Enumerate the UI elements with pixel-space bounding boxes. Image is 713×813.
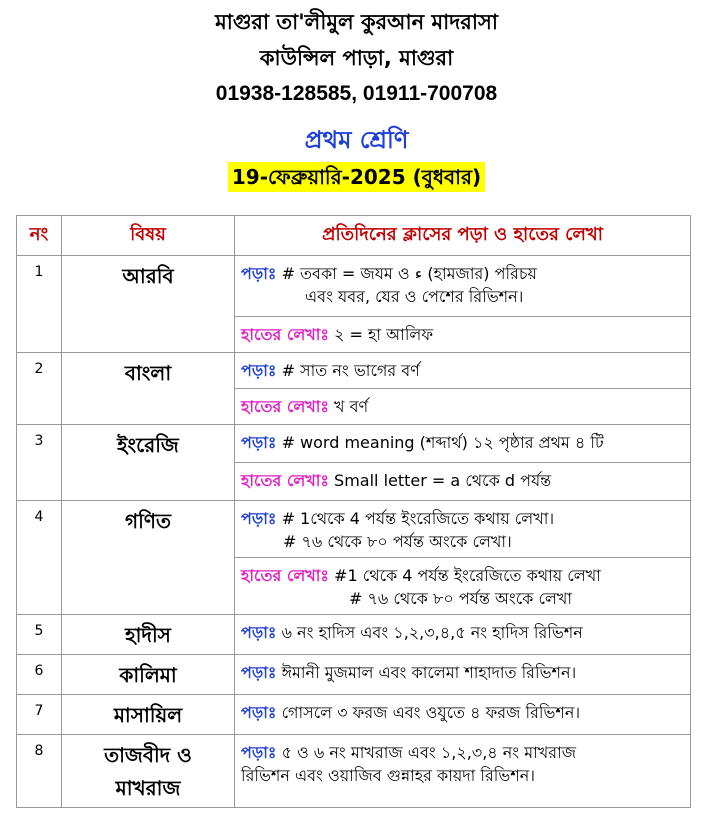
read-text: ৫ ও ৬ নং মাখরাজ এবং ১,২,৩,৪ নং মাখরাজ (281, 743, 577, 762)
read-label: পড়াঃ (241, 623, 277, 642)
read-text: # word meaning (শব্দার্থ) ১২ পৃষ্ঠার প্রথম ৪ টি (281, 433, 604, 452)
table-row (17, 695, 691, 735)
row-subject: গণিত (62, 501, 235, 615)
read-label: পড়াঃ (241, 264, 277, 283)
row-subject-line1: তাজবীদ ও (104, 743, 192, 767)
row-subject: বাংলা (62, 353, 235, 425)
write-cell (235, 463, 691, 501)
table-row (17, 256, 691, 317)
read-text: গোসলে ৩ ফরজ এবং ওযুতে ৪ ফরজ রিভিশন। (281, 703, 581, 722)
write-label: হাতের লেখাঃ (241, 397, 329, 416)
phone-numbers: 01938-128585, 01911-700708 (215, 82, 498, 105)
write-cell (235, 389, 691, 425)
class-title: প্রথম শ্রেণি (304, 126, 409, 154)
write-label: হাতের লেখাঃ (241, 566, 329, 585)
read-text: ৬ নং হাদিস এবং ১,২,৩,৪,৫ নং হাদিস রিভিশন (281, 623, 583, 642)
table-row (17, 615, 691, 655)
read-text-continued: # ৭৬ থেকে ৮০ পর্যন্ত অংকে লেখা। (283, 532, 512, 551)
date-badge: 19-ফেব্রুয়ারি-2025 (বুধবার) (228, 162, 485, 192)
row-subject: ইংরেজি (62, 425, 235, 501)
table-row (17, 353, 691, 389)
row-number: 4 (17, 501, 62, 615)
read-cell (235, 735, 691, 808)
read-label: পড়াঃ (241, 743, 277, 762)
read-label: পড়াঃ (241, 361, 277, 380)
header-no: নং (17, 216, 62, 256)
read-cell (235, 695, 691, 735)
read-label: পড়াঃ (241, 509, 277, 528)
header-subject: বিষয় (62, 216, 235, 256)
write-label: হাতের লেখাঃ (241, 471, 329, 490)
table-row (17, 735, 691, 808)
read-cell (235, 353, 691, 389)
row-subject: আরবি (62, 256, 235, 353)
write-text: ২ = হা আলিফ (334, 325, 434, 344)
table-header-row (17, 216, 691, 256)
read-cell (235, 256, 691, 317)
write-cell (235, 558, 691, 615)
read-cell (235, 615, 691, 655)
table-row (17, 425, 691, 463)
write-label: হাতের লেখাঃ (241, 325, 329, 344)
row-number: 3 (17, 425, 62, 501)
read-cell (235, 501, 691, 558)
write-text: #1 থেকে 4 পর্যন্ত ইংরেজিতে কথায় লেখা (334, 566, 601, 585)
write-cell (235, 317, 691, 353)
read-cell (235, 655, 691, 695)
row-subject: হাদীস (62, 615, 235, 655)
write-text: খ বর্ণ (334, 397, 369, 416)
write-text-continued: # ৭৬ থেকে ৮০ পর্যন্ত অংকে লেখা (349, 589, 573, 608)
read-label: পড়াঃ (241, 433, 277, 452)
date-wrapper (0, 162, 713, 192)
institution-name: মাগুরা তা'লীমুল কুরআন মাদরাসা (215, 10, 498, 34)
read-cell (235, 425, 691, 463)
row-number: 5 (17, 615, 62, 655)
read-text-continued: রিভিশন এবং ওয়াজিব গুন্নাহর কায়দা রিভিশন। (241, 766, 536, 785)
row-number: 2 (17, 353, 62, 425)
row-subject (62, 735, 235, 808)
read-text: ঈমানী মুজমাল এবং কালেমা শাহাদাত রিভিশন। (281, 663, 577, 682)
row-number: 7 (17, 695, 62, 735)
row-number: 1 (17, 256, 62, 353)
institution-address: কাউন্সিল পাড়া, মাগুরা (259, 46, 454, 70)
row-subject: কালিমা (62, 655, 235, 695)
read-label: পড়াঃ (241, 703, 277, 722)
row-number: 6 (17, 655, 62, 695)
read-label: পড়াঃ (241, 663, 277, 682)
row-subject-line2: মাখরাজ (115, 776, 181, 800)
read-text-continued: এবং যবর, যের ও পেশের রিভিশন। (305, 287, 524, 306)
read-text: # সাত নং ভাগের বর্ণ (281, 361, 420, 380)
header-description: প্রতিদিনের ক্লাসের পড়া ও হাতের লেখা (235, 216, 691, 256)
table-row (17, 655, 691, 695)
row-subject: মাসায়িল (62, 695, 235, 735)
read-text: # 1থেকে 4 পর্যন্ত ইংরেজিতে কথায় লেখা। (281, 509, 555, 528)
write-text: Small letter = a থেকে d পর্যন্ত (334, 471, 552, 490)
schedule-table (16, 215, 691, 808)
read-text: # তবকা = জযম ও ء (হামজার) পরিচয় (281, 264, 537, 283)
row-number: 8 (17, 735, 62, 808)
table-row (17, 501, 691, 558)
